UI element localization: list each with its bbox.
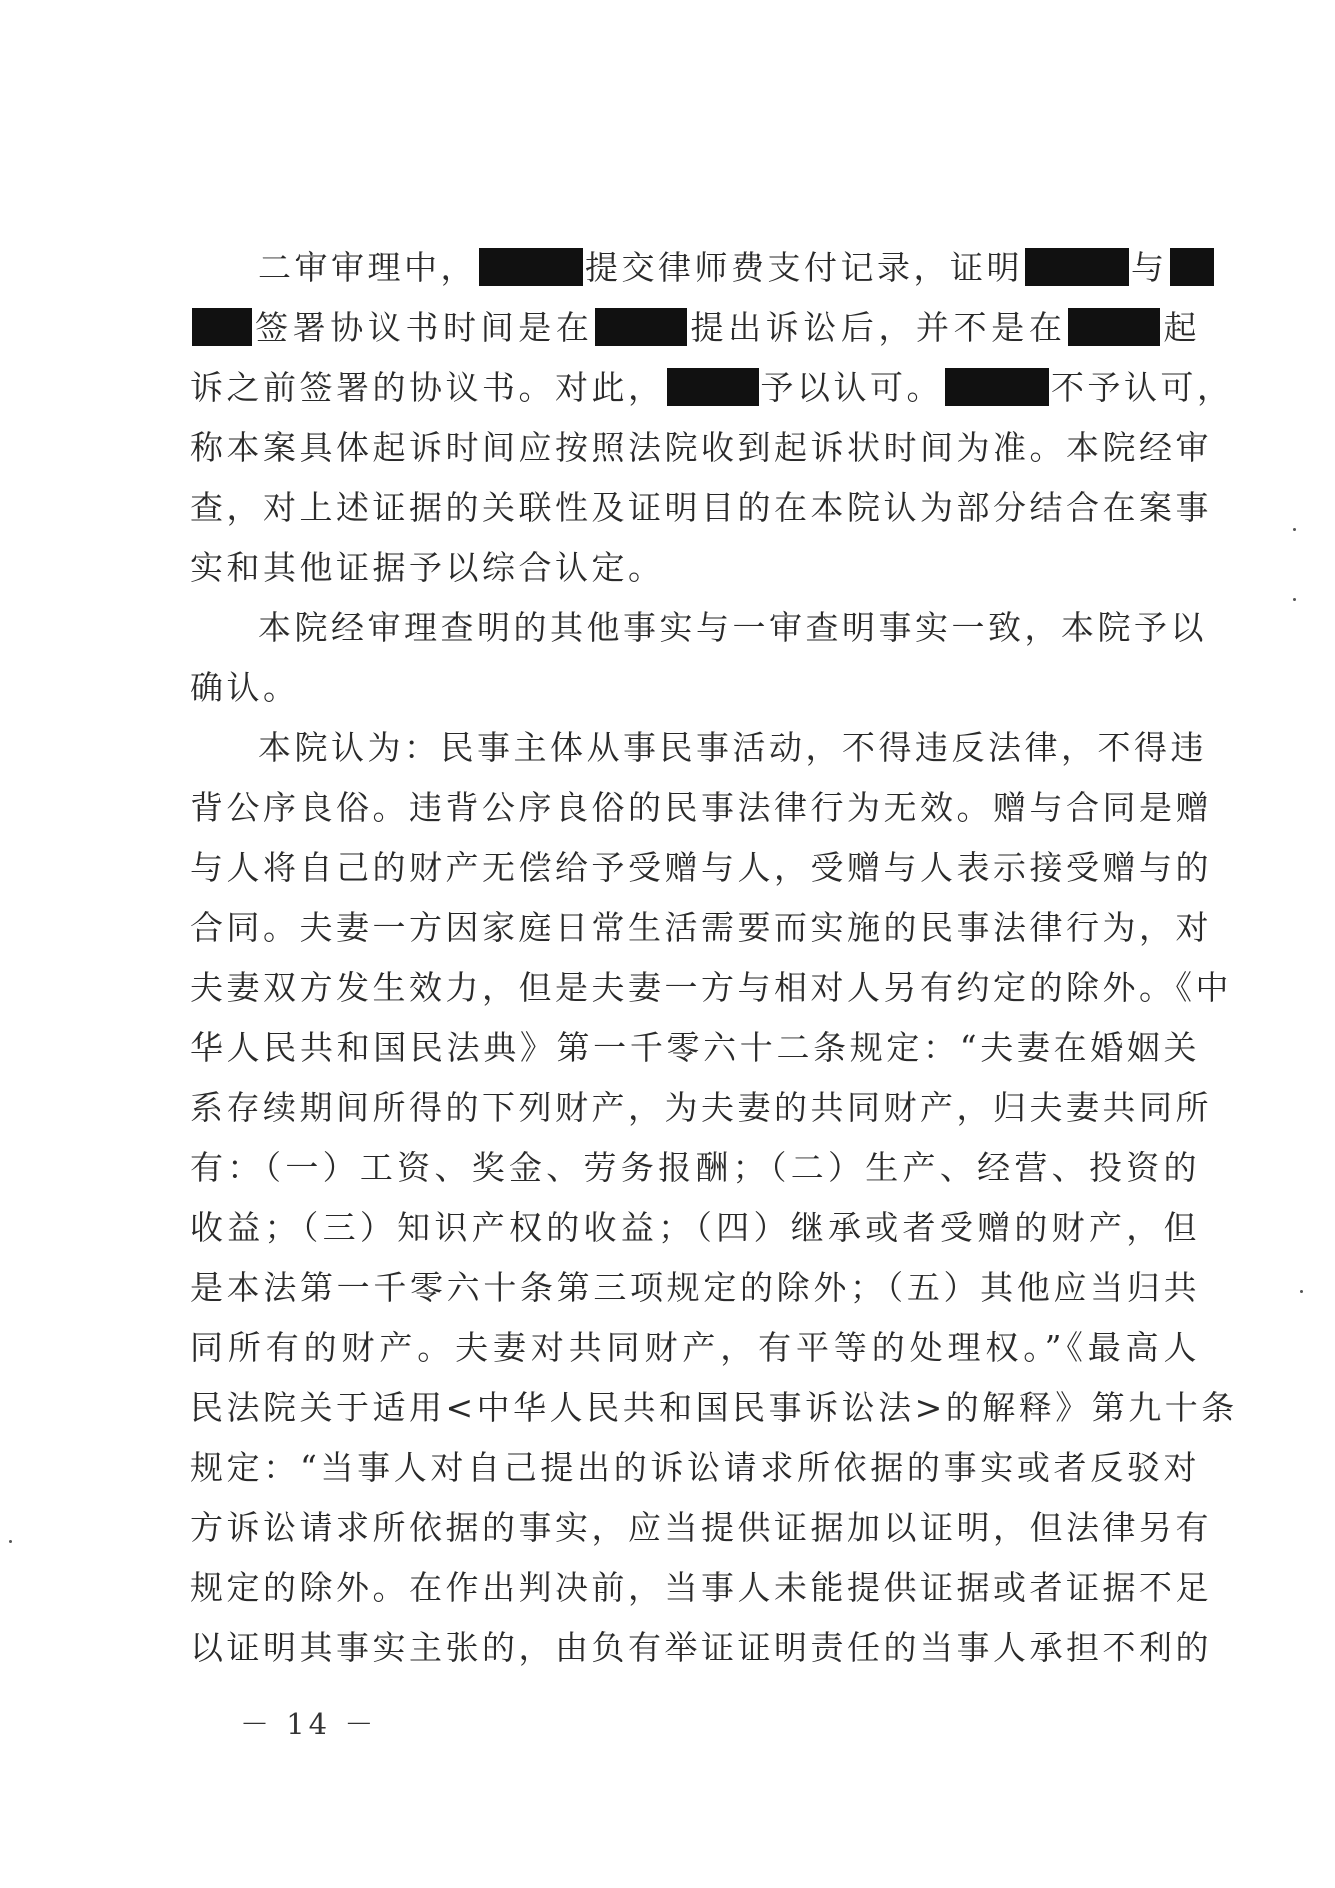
redaction-block (192, 308, 252, 346)
text-fragment: 方诉讼请求所依据的事实，应当提供证据加以证明，但法律另有 (190, 1508, 1212, 1547)
text-fragment: 规定：“当事人对自己提出的诉讼请求所依据的事实或者反驳对 (190, 1448, 1200, 1487)
text-fragment: 查，对上述证据的关联性及证明目的在本院认为部分结合在案事 (190, 488, 1212, 527)
text-fragment: 民法院关于适用<中华人民共和国民事诉讼法>的解释》第九十条 (190, 1388, 1238, 1427)
text-line (190, 358, 1234, 418)
text-fragment: 以证明其事实主张的，由负有举证证明责任的当事人承担不利的 (190, 1628, 1212, 1667)
text-line (190, 1258, 1200, 1318)
text-line (190, 1558, 1212, 1618)
text-line (190, 778, 1212, 838)
text-line (190, 1318, 1200, 1378)
text-line (190, 538, 1200, 598)
text-fragment: 合同。夫妻一方因家庭日常生活需要而实施的民事法律行为，对 (190, 908, 1212, 947)
page-number: － 14 － (240, 1707, 378, 1741)
redaction-block (1068, 308, 1160, 346)
redaction-block (1170, 248, 1214, 286)
text-fragment: 不予认可， (1051, 368, 1234, 407)
text-line (190, 1018, 1200, 1078)
text-fragment: 二审审理中， (258, 248, 477, 287)
text-fragment: 起 (1162, 308, 1201, 347)
text-line (190, 1378, 1238, 1438)
text-fragment: 与 (1131, 248, 1168, 287)
text-line (190, 598, 1207, 658)
text-line (190, 1618, 1212, 1678)
text-fragment: 规定的除外。在作出判决前，当事人未能提供证据或者证据不足 (190, 1568, 1212, 1607)
redaction-block (595, 308, 687, 346)
text-fragment: 系存续期间所得的下列财产，为夫妻的共同财产，归夫妻共同所 (190, 1088, 1212, 1127)
text-fragment: 提出诉讼后，并不是在 (689, 308, 1067, 347)
text-fragment: 签署协议书时间是在 (254, 308, 594, 347)
text-fragment: 收益；（三）知识产权的收益；（四）继承或者受赠的财产，但 (190, 1208, 1200, 1247)
text-fragment: 诉之前签署的协议书。对此， (190, 368, 665, 407)
scan-speck (9, 1540, 12, 1543)
text-fragment: 是本法第一千零六十条第三项规定的除外；（五）其他应当归共 (190, 1268, 1200, 1307)
text-line (190, 1198, 1200, 1258)
text-line (190, 298, 1200, 358)
text-fragment: 本院认为：民事主体从事民事活动，不得违反法律，不得违 (258, 728, 1207, 767)
text-line (190, 958, 1232, 1018)
text-line (190, 478, 1212, 538)
redaction-block (945, 368, 1049, 406)
text-line (190, 718, 1207, 778)
text-fragment: 确认。 (190, 668, 300, 707)
scan-speck (1293, 528, 1296, 531)
text-line (190, 838, 1212, 898)
text-fragment: 与人将自己的财产无偿给予受赠与人，受赠与人表示接受赠与的 (190, 848, 1212, 887)
text-line (190, 418, 1212, 478)
text-fragment: 予以认可。 (760, 368, 943, 407)
text-fragment: 同所有的财产。夫妻对共同财产，有平等的处理权。”《最高人 (190, 1328, 1200, 1367)
text-fragment: 称本案具体起诉时间应按照法院收到起诉状时间为准。本院经审 (190, 428, 1212, 467)
text-line (190, 238, 1200, 298)
judgment-body-text (190, 238, 1238, 1678)
redaction-block (1025, 248, 1129, 286)
text-fragment: 有：（一）工资、奖金、劳务报酬；（二）生产、经营、投资的 (190, 1148, 1200, 1187)
text-fragment: 背公序良俗。违背公序良俗的民事法律行为无效。赠与合同是赠 (190, 788, 1212, 827)
text-fragment: 夫妻双方发生效力，但是夫妻一方与相对人另有约定的除外。《中 (190, 968, 1232, 1007)
text-fragment: 华人民共和国民法典》第一千零六十二条规定：“夫妻在婚姻关 (190, 1028, 1200, 1067)
text-fragment: 实和其他证据予以综合认定。 (190, 548, 665, 587)
text-line (190, 1438, 1200, 1498)
scan-speck (1293, 598, 1296, 601)
text-line (190, 1078, 1212, 1138)
text-line (190, 1138, 1200, 1198)
text-line (190, 658, 1200, 718)
text-line (190, 1498, 1212, 1558)
text-fragment: 本院经审理查明的其他事实与一审查明事实一致，本院予以 (258, 608, 1207, 647)
text-line (190, 898, 1212, 958)
text-fragment: 提交律师费支付记录，证明 (585, 248, 1023, 287)
scan-speck (1300, 1290, 1303, 1293)
redaction-block (667, 368, 759, 406)
redaction-block (479, 248, 583, 286)
